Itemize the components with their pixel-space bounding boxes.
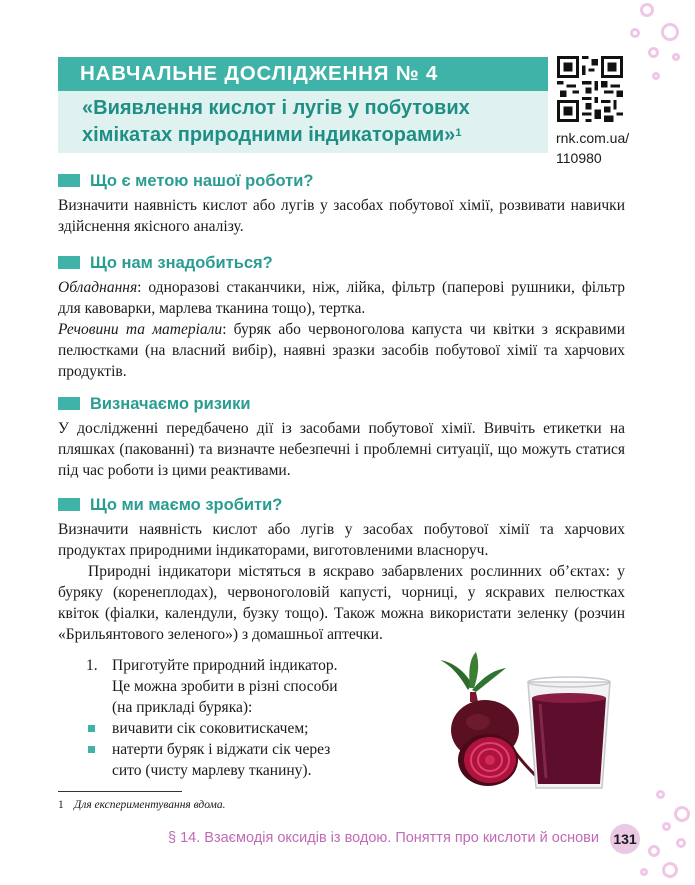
- list-item: [86, 718, 416, 739]
- section-heading-risks: [58, 393, 250, 415]
- equipment-label: Обладнання: [58, 279, 138, 296]
- bullet-marker: [88, 725, 95, 732]
- decor-circle: [648, 47, 659, 58]
- list-item: [86, 739, 416, 781]
- footnote-mark: 1: [455, 127, 462, 139]
- equipment-paragraph: [58, 277, 625, 319]
- goal-text: [58, 195, 625, 237]
- bullet-text: вичавити сік соковитискачем;: [112, 720, 309, 737]
- heading-text: Що є метою нашої роботи?: [90, 172, 314, 190]
- bullet-text: натерти буряк і віджати сік через: [112, 741, 331, 758]
- need-text: [58, 277, 625, 382]
- risks-text: [58, 418, 625, 481]
- step-line: Це можна зробити в різні способи: [112, 678, 338, 695]
- decor-circle: [640, 868, 648, 876]
- step-number: 1.: [86, 657, 98, 674]
- step-line: (на прикладі буряка):: [112, 699, 253, 716]
- bullet-text: сито (чисту марлеву тканину).: [112, 762, 312, 779]
- decor-circle: [648, 845, 660, 857]
- subtitle-line-2-text: хімікатах природними індикаторами»: [82, 124, 456, 146]
- page-number: 131: [610, 824, 640, 854]
- list-item: [86, 655, 416, 718]
- qr-link-line-1: rnk.com.ua/: [556, 130, 630, 146]
- decor-circle: [662, 822, 671, 831]
- footnote: [58, 797, 226, 813]
- investigation-title: НАВЧАЛЬНЕ ДОСЛІДЖЕННЯ № 4: [58, 57, 548, 91]
- equipment-text: : одноразові стаканчики, ніж, лійка, фільтр (паперові рушники, фільтр для кавоварки, марлева тканина тощо), тертка.: [58, 279, 625, 317]
- heading-text: Що ми маємо зробити?: [90, 496, 283, 514]
- heading-marker: [58, 256, 80, 269]
- subtitle-line-1: «Виявлення кислот і лугів у побутових: [82, 97, 470, 119]
- qr-link[interactable]: [556, 128, 629, 168]
- goal-paragraph: Визначити наявність кислот або лугів у засобах побутової хімії, розвивати навички здійснення якісного аналізу.: [58, 197, 625, 235]
- todo-paragraph-1: Визначити наявність кислот або лугів у засобах побутової хімії та харчових продуктах природними індикаторами, виготовленими власноруч.: [58, 521, 625, 559]
- subtitle-line-2: [82, 122, 548, 149]
- decor-circle: [652, 72, 660, 80]
- materials-label: Речовини та матеріали: [58, 321, 223, 338]
- beet-juice-illustration: [430, 652, 630, 792]
- todo-paragraph-2: Природні індикатори містяться в яскраво забарвлених рослинних об’єктах: у буряку (коренеплодах), червоноголовій капусті, чорниці, у яскравих пелюстках квіток (фіалки, календули, бузку тощо). Також можна використати зеленку (розчин «Брильянтового зеленого») з домашньої аптечки.: [58, 563, 625, 643]
- materials-text: : буряк або червоноголова капуста чи квітки з яскравими пелюстками (на власний вибір), наявні зразки засобів побутової хімії та харчових продуктів.: [58, 321, 625, 380]
- footnote-text: Для експериментування вдома.: [74, 799, 226, 811]
- heading-text: Визначаємо ризики: [90, 395, 251, 413]
- heading-text: Що нам знадобиться?: [90, 254, 273, 272]
- decor-circle: [662, 862, 678, 878]
- section-heading-goal: [58, 170, 313, 192]
- todo-text: [58, 519, 625, 645]
- bullet-marker: [88, 746, 95, 753]
- heading-marker: [58, 498, 80, 511]
- materials-paragraph: [58, 319, 625, 382]
- section-heading-todo: [58, 494, 282, 516]
- decor-circle: [640, 3, 654, 17]
- risks-paragraph: У дослідженні передбачено дії із засобами побутової хімії. Вивчіть етикетки на пляшках (пакованні) та визначте небезпечні і проблемні ситуації, що можуть статися під час роботи із цими реактивами.: [58, 420, 625, 479]
- qr-link-line-2: 110980: [556, 150, 602, 166]
- heading-marker: [58, 397, 80, 410]
- footnote-number: 1: [58, 799, 64, 811]
- decor-circle: [656, 790, 665, 799]
- step-title: Приготуйте природний індикатор.: [112, 657, 338, 674]
- investigation-subtitle: [58, 91, 548, 153]
- running-title: § 14. Взаємодія оксидів із водою. Поняття про кислоти й основи: [168, 830, 599, 846]
- heading-marker: [58, 174, 80, 187]
- footnote-rule: [58, 791, 182, 792]
- decor-circle: [676, 838, 686, 848]
- decor-circle: [672, 53, 680, 61]
- section-heading-need: [58, 252, 273, 274]
- decor-circle: [661, 23, 679, 41]
- decor-circle: [674, 806, 690, 822]
- qr-code-icon[interactable]: [557, 56, 623, 122]
- steps-list: [86, 655, 416, 781]
- decor-circle: [630, 28, 640, 38]
